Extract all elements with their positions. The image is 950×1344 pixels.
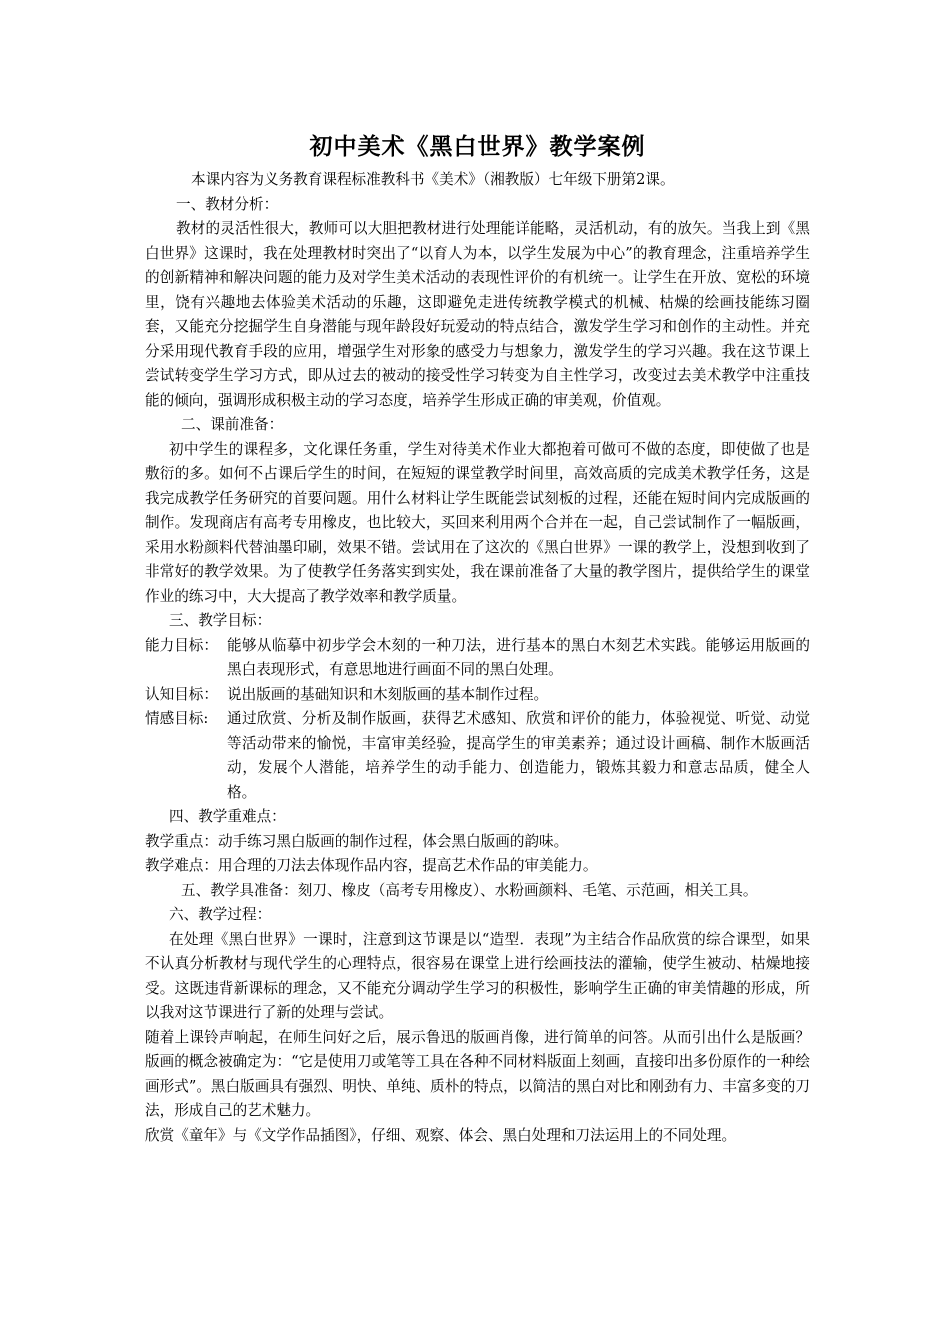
intro-paragraph: 本课内容为义务教育课程标准教科书《美术》（湘教版）七年级下册第2课。 — [191, 171, 675, 188]
section-3-heading: 三、教学目标： — [169, 612, 272, 629]
ability-goal-label: 能力目标： — [145, 636, 218, 654]
section-6-heading: 六、教学过程： — [169, 906, 272, 923]
section-6-paragraph-3: 欣赏《童年》与《文学作品插图》，仔细、观察、体会、黑白处理和刀法运用上的不同处理。 — [145, 1126, 737, 1144]
emotion-goal-text: 通过欣赏、分析及制作版画，获得艺术感知、欣赏和评价的能力，体验视觉、听觉、动觉等活动带来的愉悦，丰富审美经验，提高学生的审美素养；通过设计画稿、制作木版画活动，发展个人潜能，培养学生的动手能力、创造能力，锻炼其毅力和意志品质，健全人格。 — [227, 710, 810, 801]
document-title: 初中美术《黑白世界》教学案例 — [309, 133, 646, 160]
cognitive-goal — [145, 683, 810, 708]
section-6-paragraph-1: 在处理《黑白世界》一课时，注意到这节课是以“造型．表现”为主结合作品欣赏的综合课型，如果不认真分析教材与现代学生的心理特点，很容易在课堂上进行绘画技法的灌输，使学生被动、枯燥地接受。这既违背新课标的理念，又不能充分调动学生学习的积极性，影响学生正确的审美情趣的形成，所以我对这节课进行了新的处理与尝试。 — [145, 930, 810, 1021]
section-5-line: 五、教学具准备：刻刀、橡皮（高考专用橡皮）、水粉画颜料、毛笔、示范画，相关工具。 — [181, 881, 758, 899]
section-6-paragraph-2: 随着上课铃声响起，在师生问好之后，展示鲁迅的版画肖像，进行简单的问答。从而引出什么是版画？版画的概念被确定为：“它是使用刀或笔等工具在各种不同材料版面上刻画，直接印出多份原作的一种绘画形式”。黑白版画具有强烈、明快、单纯、质朴的特点，以简洁的黑白对比和刚劲有力、丰富多变的刀法，形成自己的艺术魅力。 — [145, 1028, 810, 1119]
difficult-point: 教学难点：用合理的刀法去体现作品内容，提高艺术作品的审美能力。 — [145, 857, 598, 874]
emotion-goal-label: 情感目标: — [145, 710, 209, 727]
ability-goal-text: 能够从临摹中初步学会木刻的一种刀法，进行基本的黑白木刻艺术实践。能够运用版画的黑白表现形式，有意思地进行画面不同的黑白处理。 — [227, 636, 810, 678]
emotion-goal — [145, 707, 810, 805]
section-1-body: 教材的灵活性很大，教师可以大胆把教材进行处理能详能略，灵活机动，有的放矢。当我上到《黑白世界》这课时，我在处理教材时突出了“以育人为本，以学生发展为中心”的教育理念，注重培养学生的创新精神和解决问题的能力及对学生美术活动的表现性评价的有机统一。让学生在开放、宽松的环境里，饶有兴趣地去体验美术活动的乐趣，这即避免走进传统教学模式的机械、枯燥的绘画技能练习圈套，又能充分挖掘学生自身潜能与现年龄段好玩爱动的特点结合，激发学生学习和创作的主动性。并充分采用现代教育手段的应用，增强学生对形象的感受力与想象力，激发学生的学习兴趣。我在这节课上尝试转变学生学习方式，即从过去的被动的接受性学习转变为自主性学习，改变过去美术教学中注重技能的倾向，强调形成积极主动的学习态度，培养学生形成正确的审美观，价值观。 — [145, 220, 810, 409]
ability-goal — [145, 634, 810, 683]
document-page — [145, 130, 810, 1148]
section-1-heading: 一、教材分析： — [176, 195, 279, 213]
cognitive-goal-label: 认知目标： — [145, 685, 218, 703]
section-4-heading: 四、教学重难点： — [169, 808, 286, 825]
cognitive-goal-text: 说出版画的基础知识和木刻版画的基本制作过程。 — [227, 685, 549, 703]
key-point: 教学重点：动手练习黑白版画的制作过程，体会黑白版画的韵味。 — [145, 832, 569, 850]
section-2-body: 初中学生的课程多，文化课任务重，学生对待美术作业大都抱着可做可不做的态度，即使做了也是敷衍的多。如何不占课后学生的时间，在短短的课堂教学时间里，高效高质的完成美术教学任务，这是我完成教学任务研究的首要问题。用什么材料让学生既能尝试刻板的过程，还能在短时间内完成版画的制作。发现商店有高考专用橡皮，也比较大，买回来利用两个合并在一起，自己尝试制作了一幅版画，采用水粉颜料代替油墨印刷，效果不错。尝试用在了这次的《黑白世界》一课的教学上，没想到收到了非常好的教学效果。为了使教学任务落实到实处，我在课前准备了大量的教学图片，提供给学生的课堂作业的练习中，大大提高了教学效率和教学质量。 — [145, 440, 810, 605]
section-2-heading: 二、课前准备： — [181, 416, 284, 433]
